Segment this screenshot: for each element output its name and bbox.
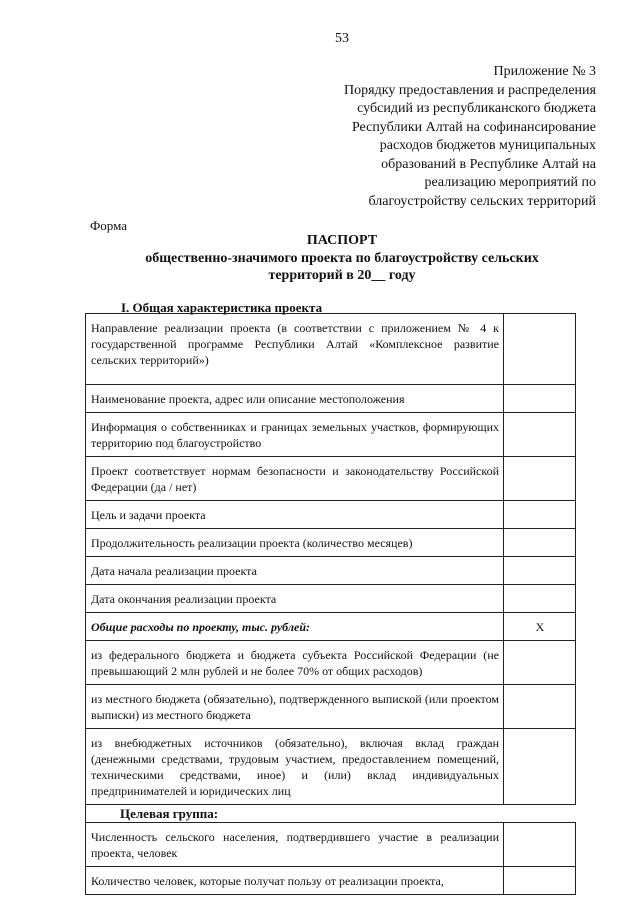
row-label: Продолжительность реализации проекта (количество месяцев) [86, 529, 504, 557]
form-label: Форма [90, 218, 127, 233]
appendix-line: Республики Алтай на софинансирование [351, 119, 596, 135]
table-row [86, 613, 576, 641]
row-value [504, 585, 576, 613]
row-value [504, 867, 576, 895]
row-value [504, 641, 576, 685]
table-row [86, 585, 576, 613]
row-label: Общие расходы по проекту, тыс. рублей: [86, 613, 504, 641]
table-row [86, 557, 576, 585]
row-value [504, 413, 576, 457]
row-value [504, 314, 576, 385]
row-label: из местного бюджета (обязательно), подтвержденного выпиской (или проектом выписки) из местного бюджета [86, 685, 504, 729]
appendix-line: расходов бюджетов муниципальных [379, 138, 596, 153]
table-row [86, 823, 576, 867]
appendix-line: Порядку предоставления и распределения [344, 82, 596, 98]
page-number: 53 [335, 31, 349, 46]
row-label: Количество человек, которые получат пользу от реализации проекта, [86, 867, 504, 895]
table-row [86, 385, 576, 413]
document-title [90, 232, 594, 285]
table-row [86, 501, 576, 529]
appendix-line: Приложение № 3 [493, 64, 596, 79]
row-label: Дата окончания реализации проекта [86, 585, 504, 613]
row-value [504, 685, 576, 729]
row-label: Информация о собственниках и границах земельных участков, формирующих территорию под благоустройство [86, 413, 504, 457]
table-row [86, 413, 576, 457]
row-value [504, 385, 576, 413]
row-label: Проект соответствует нормам безопасности и законодательству Российской Федерации (да / нет) [86, 457, 504, 501]
table-row [86, 867, 576, 895]
title-line: общественно-значимого проекта по благоустройству сельских [145, 250, 539, 266]
section-heading: I. Общая характеристика проекта [121, 300, 323, 315]
row-value [504, 457, 576, 501]
passport-table [85, 313, 576, 895]
table-row [86, 685, 576, 729]
group-heading: Целевая группа: [86, 805, 576, 823]
appendix-line: субсидий из республиканского бюджета [357, 101, 596, 116]
title-line: территорий в 20__ году [268, 268, 416, 283]
title-line: ПАСПОРТ [306, 233, 378, 248]
table-row [86, 314, 576, 385]
group-heading-row [86, 805, 576, 823]
row-value [504, 823, 576, 867]
row-label: Наименование проекта, адрес или описание местоположения [86, 385, 504, 413]
row-label: Цель и задачи проекта [86, 501, 504, 529]
row-value [504, 557, 576, 585]
table-row [86, 529, 576, 557]
appendix-line: реализацию мероприятий по [424, 175, 596, 190]
appendix-block [296, 63, 596, 211]
table-row [86, 729, 576, 805]
row-value [504, 729, 576, 805]
row-label: Дата начала реализации проекта [86, 557, 504, 585]
table-row [86, 457, 576, 501]
row-value: Х [504, 613, 576, 641]
row-label: Направление реализации проекта (в соответствии с приложением № 4 к государственной программе Республики Алтай «Комплексное развитие сельских территорий») [86, 314, 504, 385]
row-label: из федерального бюджета и бюджета субъекта Российской Федерации (не превышающий 2 млн рублей и не более 70% от общих расходов) [86, 641, 504, 685]
appendix-line: образований в Республике Алтай на [381, 156, 596, 172]
row-label: из внебюджетных источников (обязательно), включая вклад граждан (денежными средствами, трудовым участием, предоставлением помещений, техническими средствами, иное) и (или) вклад индивидуальных предпринимателей и юридических лиц [86, 729, 504, 805]
row-value [504, 501, 576, 529]
appendix-line: благоустройству сельских территорий [368, 193, 596, 209]
row-label: Численность сельского населения, подтвердившего участие в реализации проекта, человек [86, 823, 504, 867]
table-row [86, 641, 576, 685]
row-value [504, 529, 576, 557]
